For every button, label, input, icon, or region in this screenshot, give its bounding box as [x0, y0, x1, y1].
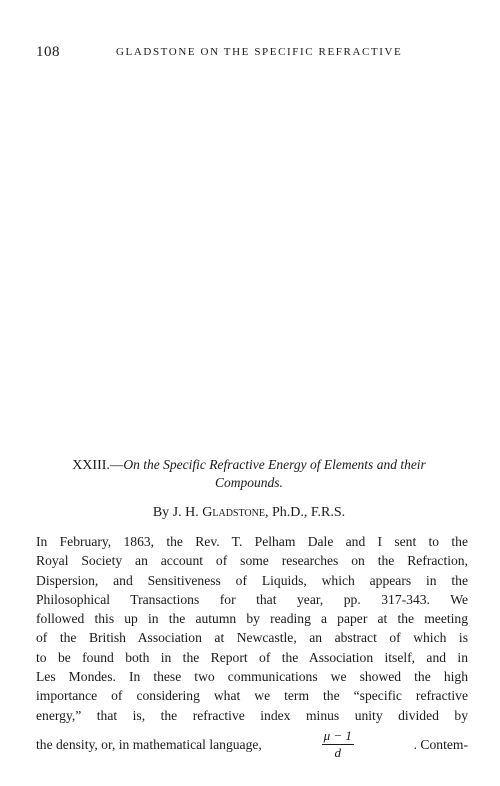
article-title: [36, 456, 462, 491]
byline-prefix: By J. H.: [152, 505, 199, 520]
body-paragraph: [36, 532, 468, 760]
page-number: 108: [36, 44, 60, 60]
formula-denominator: d: [334, 744, 341, 760]
body-line-5: followed this up in the autumn by reading a paper at the meeting: [36, 611, 468, 627]
title-text-1: On the Specific Refractive Energy of Elements and their: [123, 457, 426, 472]
formula-numerator: μ − 1: [323, 727, 352, 743]
body-line-8: Les Mondes. In these two communications we showed the high: [36, 669, 468, 685]
author-byline: [36, 505, 462, 521]
author-name: Gladstone: [202, 505, 265, 520]
body-line-4: Philosophical Transactions for that year, pp. 317-343. We: [36, 591, 468, 607]
article-title-line-2: Compounds.: [215, 475, 283, 490]
body-line-11: [36, 729, 468, 760]
body-line-6: of the British Association at Newcastle, an abstract of which is: [36, 630, 468, 646]
article-title-line-1: [36, 456, 462, 474]
body-line-1: In February, 1863, the Rev. T. Pelham Dale and I sent to the: [36, 534, 468, 549]
body-line-2: Royal Society an account of some researches on the Refraction,: [36, 553, 468, 569]
body-line-9: importance of considering what we term the “specific refractive: [36, 688, 468, 704]
title-dash: —: [109, 457, 124, 472]
running-title: GLADSTONE ON THE SPECIFIC REFRACTIVE: [116, 46, 403, 58]
running-head: [36, 44, 466, 62]
byline-suffix: , Ph.D., F.R.S.: [264, 505, 346, 520]
refraction-formula: [322, 729, 354, 760]
body-line-10: energy,” that is, the refractive index minus unity divided by: [36, 707, 468, 723]
body-line-3: Dispersion, and Sensitiveness of Liquids, which appears in the: [36, 572, 468, 588]
last-line-text: the density, or, in mathematical language,: [36, 736, 262, 752]
article-number: XXIII.: [72, 458, 110, 473]
body-line-7: to be found both in the Report of the Association itself, and in: [36, 649, 468, 665]
last-line-tail: . Contem-: [413, 736, 468, 752]
